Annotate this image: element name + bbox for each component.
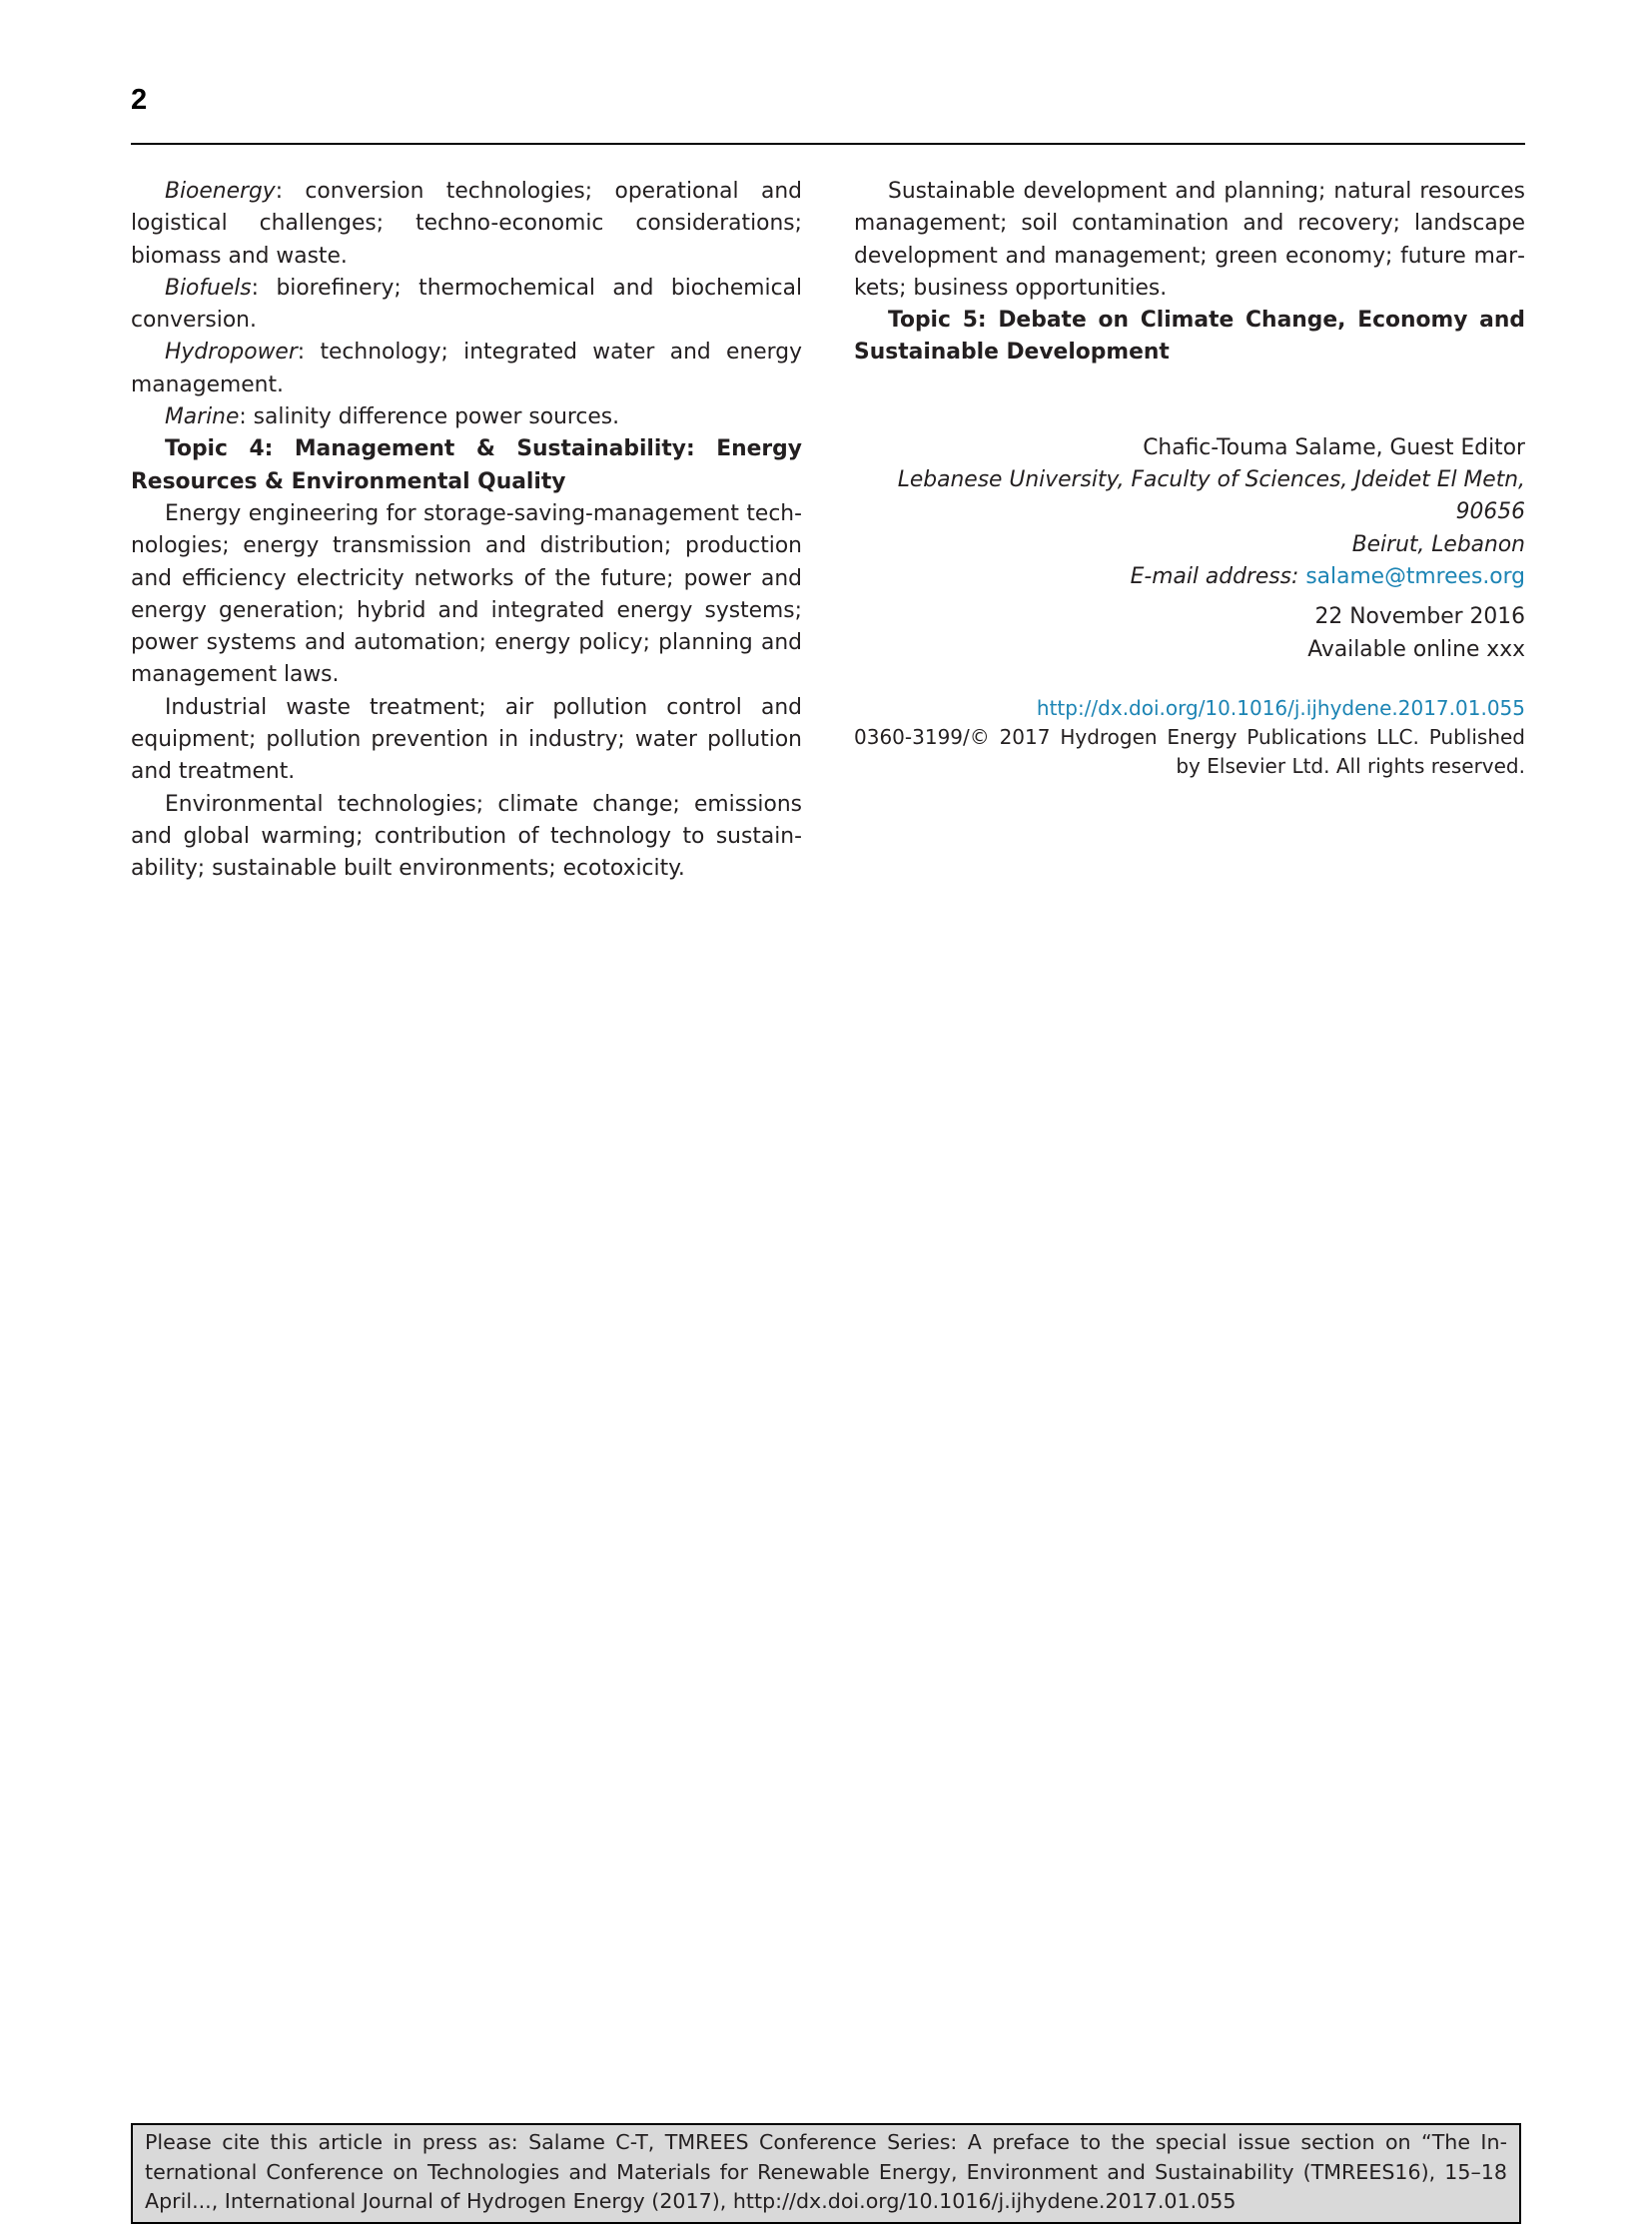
biofuels-term: Biofuels bbox=[165, 275, 252, 301]
biofuels-paragraph bbox=[131, 273, 802, 338]
topic4-heading: Topic 4: Management & Sustainability: Energy Resources & Environmental Quality bbox=[131, 436, 802, 494]
topic5-heading: Topic 5: Debate on Climate Change, Economy and Sustainable Development bbox=[854, 308, 1525, 366]
hydropower-paragraph bbox=[131, 337, 802, 401]
available-online: Available online xxx bbox=[1307, 636, 1525, 662]
right-column bbox=[854, 176, 1525, 781]
sustainable-paragraph: Sustainable development and planning; natural resources management; soil contamination and recovery; landscape development and management; green economy; future markets; business opportunities. bbox=[854, 179, 1525, 301]
citation-box: Please cite this article in press as: Salame C-T, TMREES Conference Series: A preface to the special issue section on “The International Conference on Technologies and Materials for Renewable Energy, Environment and Sustainability (TMREES16), 15–18 April..., International Journal of Hydrogen Energy (2017), http://dx.doi.org/10.1016/j.ijhydene.2017.01.055 bbox=[131, 2123, 1521, 2224]
biofuels-text: : biorefinery; thermochemical and biochemical conversion. bbox=[131, 275, 802, 334]
email-label: E-mail address: bbox=[1130, 563, 1299, 589]
copyright-notice: 0360-3199/© 2017 Hydrogen Energy Publications LLC. Published by Elsevier Ltd. All rights reserved. bbox=[854, 724, 1525, 778]
marine-term: Marine bbox=[165, 404, 240, 430]
energy-engineering-paragraph: Energy engineering for storage-saving-management technologies; energy transmission and distribution; production and efficiency electricity networks of the future; power and energy generation; hybrid and integrated energy systems; power systems and automation; energy policy; planning and management laws. bbox=[131, 500, 802, 688]
editor-name: Chafic-Touma Salame, Guest Editor bbox=[1143, 434, 1525, 460]
doi-block bbox=[854, 694, 1525, 781]
bioenergy-term: Bioenergy bbox=[165, 179, 276, 204]
hydropower-text: : technology; integrated water and energy management. bbox=[131, 340, 802, 397]
editor-affiliation-line1: Lebanese University, Faculty of Sciences, Jdeidet El Metn, 90656 bbox=[897, 467, 1525, 525]
marine-paragraph bbox=[131, 401, 802, 433]
article-dates bbox=[854, 601, 1525, 666]
industrial-waste-paragraph: Industrial waste treatment; air pollution control and equipment; pollution prevention in industry; water pollution and treatment. bbox=[131, 694, 802, 785]
environmental-paragraph: Environmental technologies; climate change; emissions and global warming; contribution of technology to sustainability; sustainable built environments; ecotoxicity. bbox=[131, 791, 802, 882]
marine-text: : salinity difference power sources. bbox=[239, 404, 620, 430]
editor-signature bbox=[854, 432, 1525, 593]
left-column bbox=[131, 176, 802, 886]
bioenergy-paragraph bbox=[131, 176, 802, 273]
received-date: 22 November 2016 bbox=[1314, 604, 1525, 630]
hydropower-term: Hydropower bbox=[165, 340, 298, 366]
header-rule bbox=[131, 143, 1525, 145]
editor-email-line bbox=[854, 561, 1525, 593]
editor-email-link[interactable]: salame@tmrees.org bbox=[1305, 563, 1525, 589]
editor-affiliation-line2: Beirut, Lebanon bbox=[1351, 531, 1525, 557]
bioenergy-text: : conversion technologies; operational and logistical challenges; techno-economic considerations; biomass and waste. bbox=[131, 179, 802, 269]
doi-link[interactable]: http://dx.doi.org/10.1016/j.ijhydene.2017.01.055 bbox=[1036, 695, 1525, 720]
page-number: 2 bbox=[131, 84, 148, 116]
